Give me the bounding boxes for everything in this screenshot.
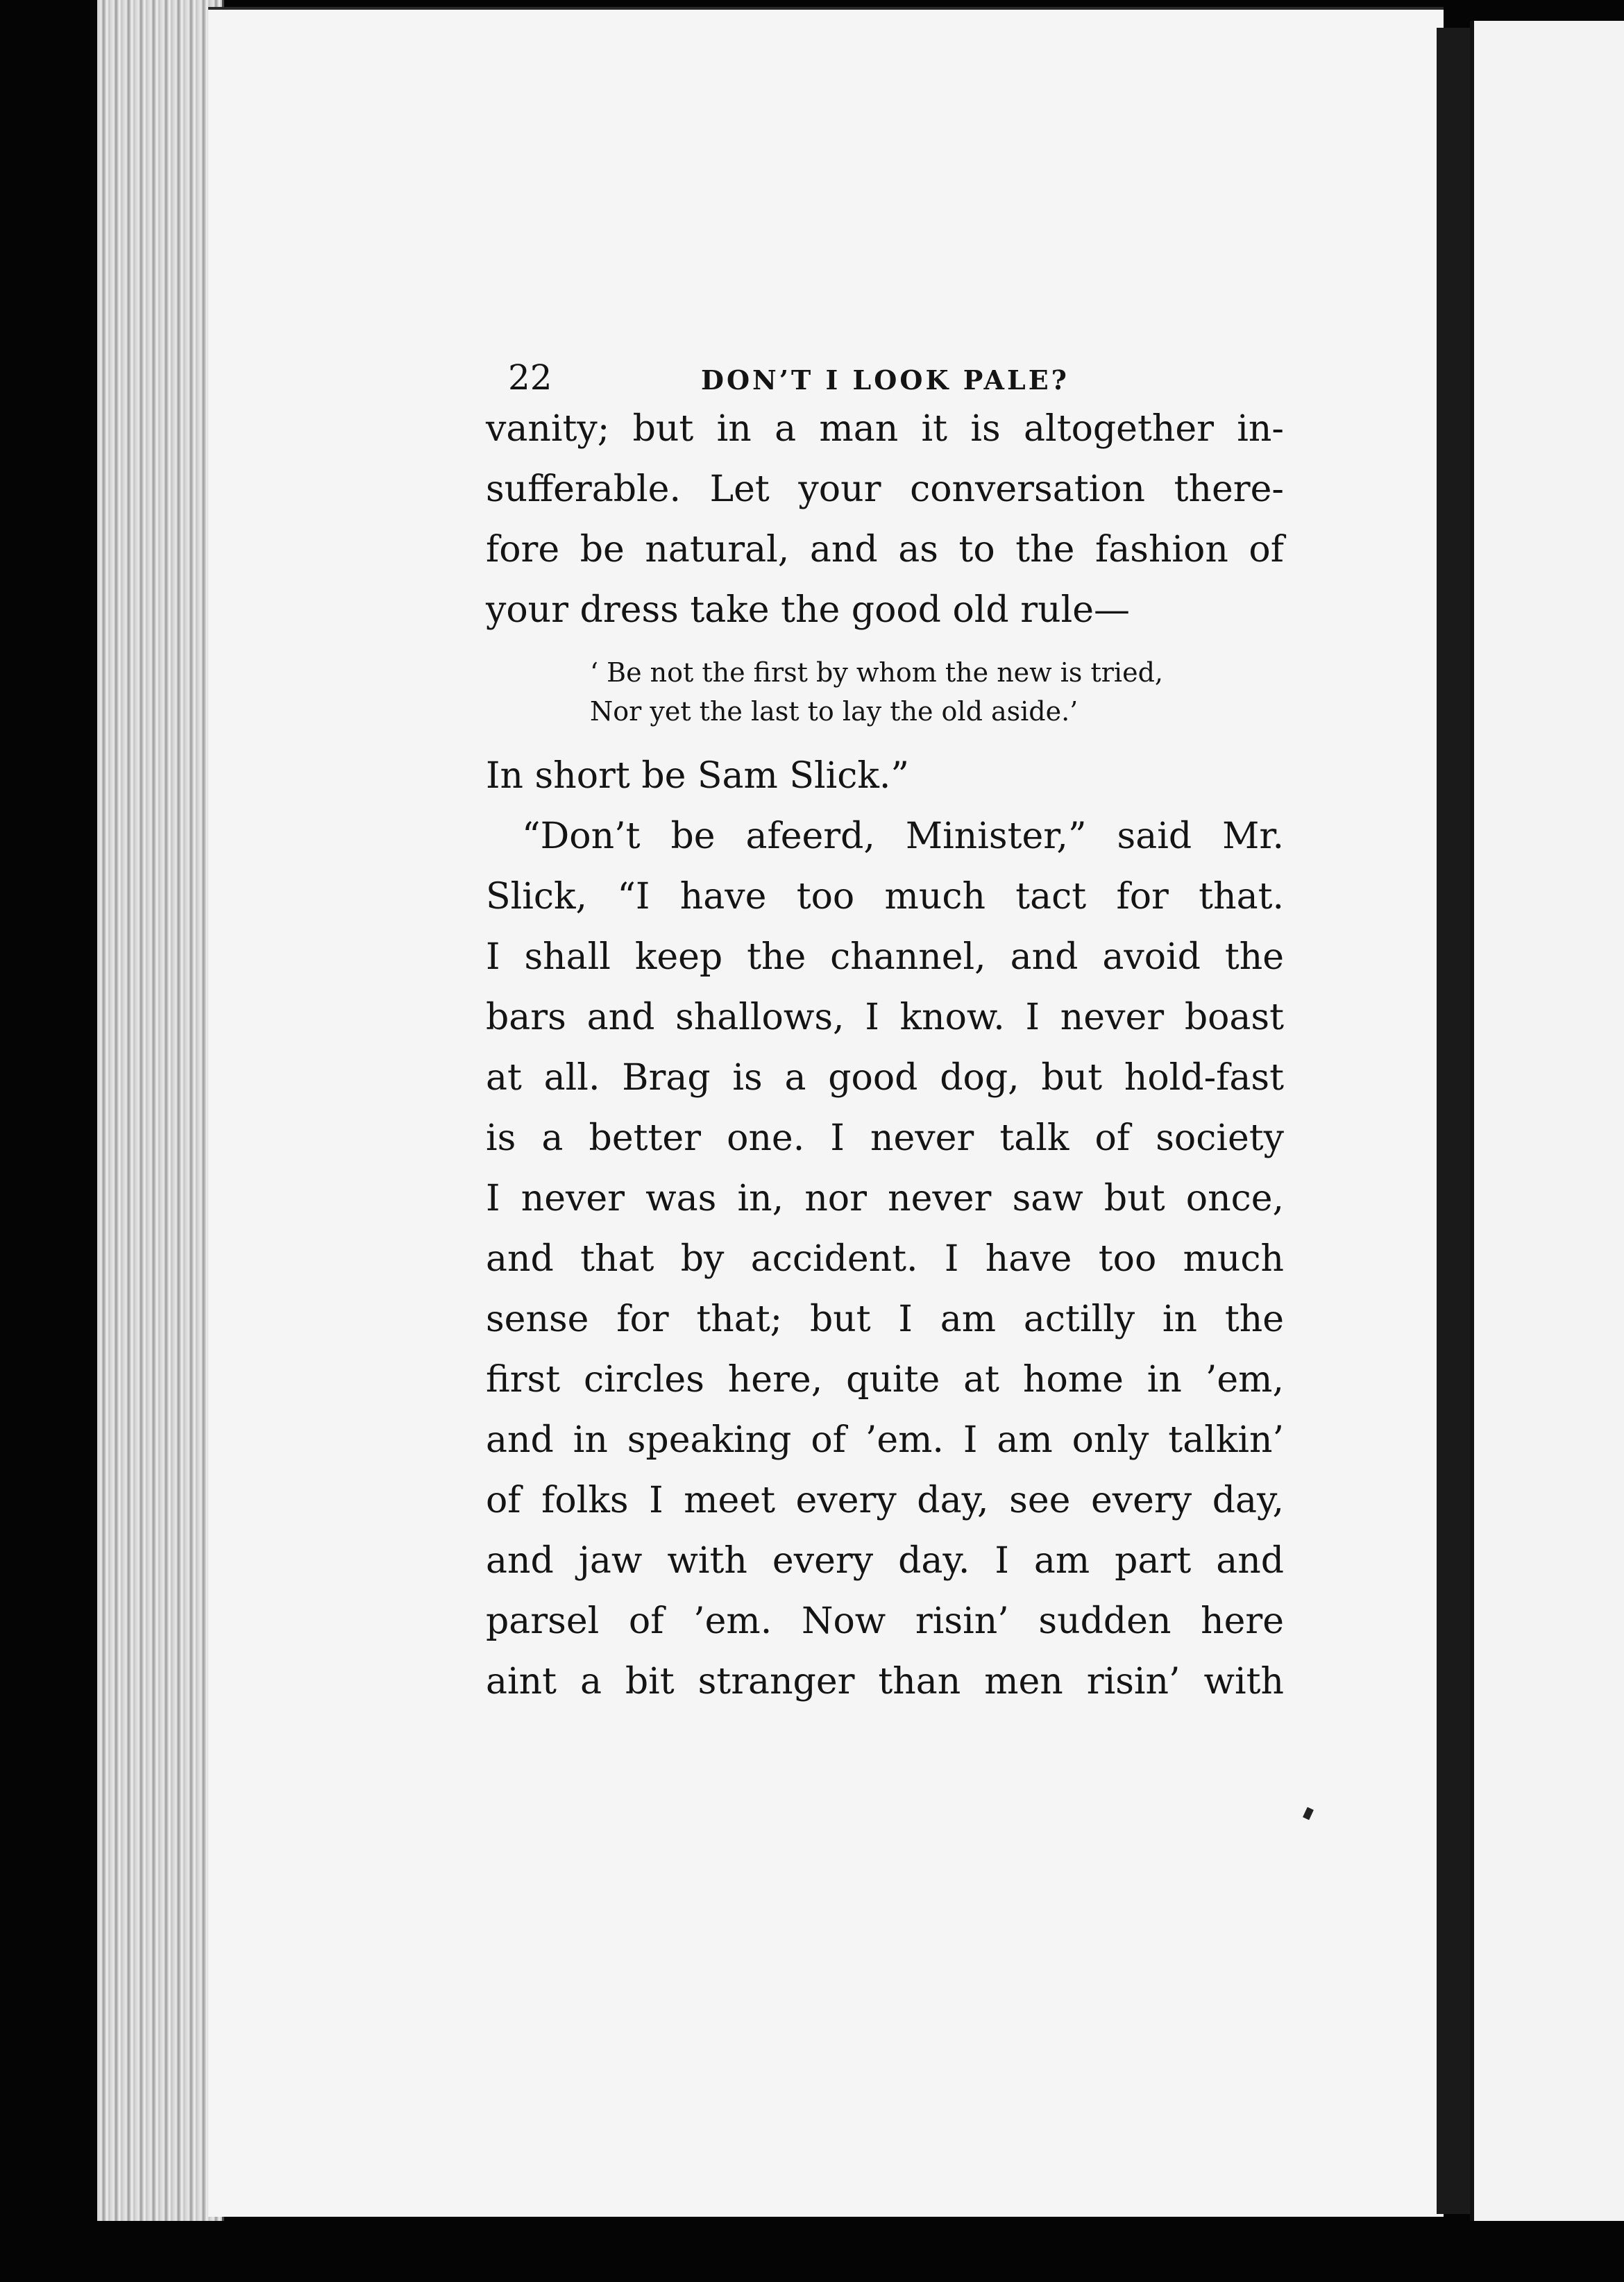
text-line: and jaw with every day. I am part and xyxy=(486,1540,1284,1582)
quote-line: Nor yet the last to lay the old aside.’ xyxy=(590,696,1079,727)
text-line: aint a bit stranger than men risin’ with xyxy=(486,1661,1284,1702)
text-line: and that by accident. I have too much xyxy=(486,1238,1284,1280)
page-text xyxy=(486,350,1284,1712)
text-line: sense for that; but I am actilly in the xyxy=(486,1299,1284,1340)
text-line: first circles here, quite at home in ’em, xyxy=(486,1359,1284,1401)
page-number: 22 xyxy=(508,357,552,398)
running-head xyxy=(486,350,1284,399)
text-line: I shall keep the channel, and avoid the xyxy=(486,936,1284,978)
running-title: DON’T I LOOK PALE? xyxy=(701,364,1069,396)
text-line: of folks I meet every day, see every day, xyxy=(486,1480,1284,1521)
text-line: I never was in, nor never saw but once, xyxy=(486,1178,1284,1219)
text-line: In short be Sam Slick.” xyxy=(486,755,910,797)
text-line: fore be natural, and as to the fashion of xyxy=(486,529,1284,570)
text-line: parsel of ’em. Now risin’ sudden here xyxy=(486,1600,1284,1642)
text-line: “Don’t be afeerd, Minister,” said Mr. xyxy=(522,815,1284,857)
text-line: and in speaking of ’em. I am only talkin’ xyxy=(486,1419,1284,1461)
facing-page-edge xyxy=(1470,21,1624,2221)
page-edges xyxy=(97,0,224,2221)
text-line: at all. Brag is a good dog, but hold-fast xyxy=(486,1057,1284,1099)
text-line: is a better one. I never talk of society xyxy=(486,1117,1284,1159)
text-line: your dress take the good old rule— xyxy=(486,589,1131,631)
text-line: Slick, “I have too much tact for that. xyxy=(486,876,1284,918)
book-gutter xyxy=(1437,28,1471,2214)
quote-line: ‘ Be not the first by whom the new is tried, xyxy=(590,657,1163,688)
text-line: bars and shallows, I know. I never boast xyxy=(486,997,1284,1038)
text-line: vanity; but in a man it is altogether in- xyxy=(486,408,1284,450)
verse-quote xyxy=(486,641,1284,746)
text-line: sufferable. Let your conversation there- xyxy=(486,468,1284,510)
